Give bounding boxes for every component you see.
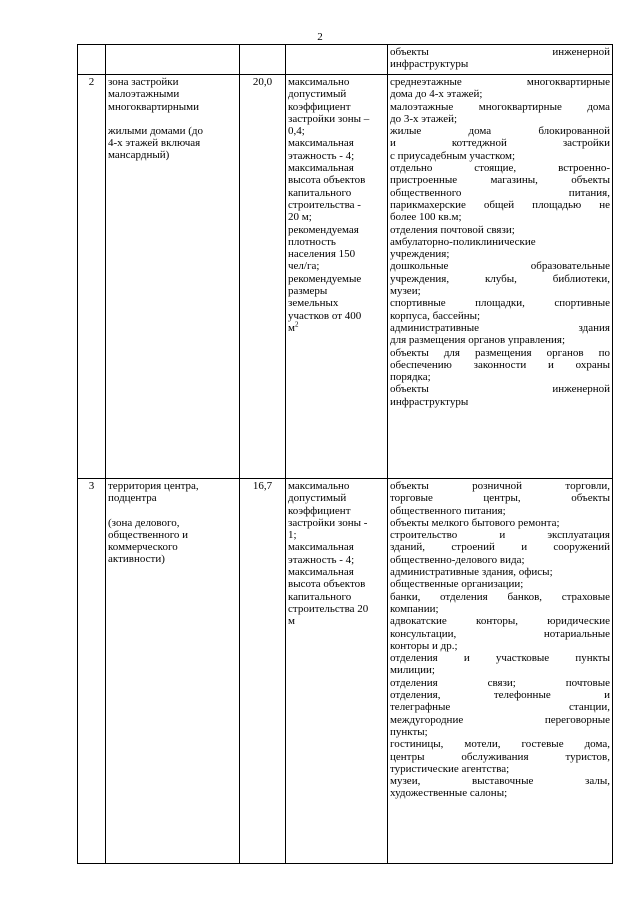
cell-line: застройки зоны – — [288, 112, 370, 125]
cell-area — [240, 45, 286, 75]
uses-line: объекты мелкого бытового ремонта; — [390, 516, 560, 529]
uses-line: общественного питания; — [390, 504, 506, 517]
cell-line: капитального — [288, 186, 352, 199]
cell-line: зона застройки — [108, 76, 179, 88]
uses-line: обеспечению законности и охраны — [390, 358, 610, 371]
cell-line: рекомендуемая — [288, 223, 359, 236]
uses-line: конторы и др.; — [390, 639, 458, 652]
cell-line: м — [288, 615, 295, 628]
cell-uses — [388, 45, 613, 75]
uses-line: жилые дома блокированной — [390, 125, 610, 138]
uses-line: туристические агентства; — [390, 762, 510, 775]
cell-line: земельных — [288, 297, 339, 310]
uses-line: междугородние переговорные — [390, 713, 610, 726]
cell-num — [78, 45, 106, 75]
uses-line: общественного питания, — [390, 186, 610, 199]
uses-line: административные здания — [390, 321, 610, 334]
zone-parameters — [286, 75, 388, 479]
uses-line: пункты; — [390, 725, 428, 738]
uses-line: дошкольные образовательные — [390, 260, 610, 273]
cell-line: общественного и — [108, 528, 189, 541]
uses-line: отделения почтовой связи; — [390, 223, 515, 236]
uses-line: объекты розничной торговли, — [390, 480, 610, 492]
uses-line: корпуса, бассейны; — [390, 309, 481, 322]
zone-parameters — [286, 479, 388, 864]
uses-line: торговые центры, объекты — [390, 492, 610, 505]
uses-line: с приусадебным участком; — [390, 149, 516, 162]
uses-line: амбулаторно-поликлинические — [390, 235, 536, 248]
cell-line: застройки зоны - — [288, 516, 368, 529]
uses-line: инфраструктуры — [390, 58, 469, 71]
cell-line: этажность - 4; — [288, 149, 355, 162]
zoning-table — [77, 44, 613, 864]
row-number: 3 — [78, 479, 106, 864]
uses-line: отделения, телефонные и — [390, 689, 610, 702]
table-row-continuation — [78, 45, 613, 75]
uses-line: для размещения органов управления; — [390, 334, 566, 347]
cell-line: населения 150 — [288, 248, 356, 261]
cell-line: высота объектов — [288, 578, 366, 591]
cell-line: высота объектов — [288, 174, 366, 187]
uses-line: отделения и участковые пункты — [390, 652, 610, 665]
uses-line: милиции; — [390, 664, 435, 677]
cell-line: допустимый — [288, 492, 347, 505]
cell-line: коэффициент — [288, 504, 351, 517]
cell-line: активности) — [108, 553, 165, 566]
uses-line: спортивные площадки, спортивные — [390, 297, 610, 310]
cell-line: плотность — [288, 235, 336, 248]
uses-line: малоэтажные многоквартирные дома — [390, 100, 610, 113]
uses-line: зданий, строений и сооружений — [390, 541, 610, 554]
uses-line: объекты инженерной — [390, 46, 610, 58]
uses-line: среднеэтажные многоквартирные — [390, 76, 610, 88]
uses-line: административные здания, офисы; — [390, 566, 553, 579]
cell-line: этажность - 4; — [288, 553, 355, 566]
cell-line: строительства - — [288, 198, 361, 211]
cell-zone-name — [106, 45, 240, 75]
cell-line: допустимый — [288, 88, 347, 101]
cell-line: максимальная — [288, 566, 354, 579]
cell-line: максимально — [288, 76, 350, 88]
cell-line — [108, 113, 237, 125]
uses-line: парикмахерские общей площадью не — [390, 198, 610, 211]
uses-line: отделения связи; почтовые — [390, 676, 610, 689]
zone-name — [106, 75, 240, 479]
cell-line: жилыми домами (до — [108, 124, 203, 137]
cell-line: мансардный) — [108, 149, 170, 162]
cell-line — [108, 505, 237, 517]
zone-area: 16,7 — [240, 479, 286, 864]
cell-line: максимально — [288, 480, 350, 492]
cell-line: коэффициент — [288, 100, 351, 113]
uses-line: телеграфные станции, — [390, 701, 610, 714]
cell-line: капитального — [288, 590, 352, 603]
permitted-uses — [388, 75, 613, 479]
uses-line: банки, отделения банков, страховые — [390, 590, 610, 603]
zone-area: 20,0 — [240, 75, 286, 479]
permitted-uses — [388, 479, 613, 864]
cell-line: многоквартирными — [108, 100, 200, 113]
cell-line: 20 м; — [288, 211, 312, 224]
cell-line: максимальная — [288, 137, 354, 150]
cell-line: (зона делового, — [108, 516, 180, 529]
cell-line: максимальная — [288, 541, 354, 554]
cell-line: 4-х этажей включая — [108, 137, 201, 150]
uses-line: более 100 кв.м; — [390, 211, 462, 224]
cell-line — [288, 322, 385, 334]
uses-line: пристроенные магазины, объекты — [390, 174, 610, 187]
cell-line: подцентра — [108, 492, 157, 505]
table-row — [78, 479, 613, 864]
uses-line: порядка; — [390, 371, 431, 384]
uses-line: и коттеджной застройки — [390, 137, 610, 150]
uses-line: отдельно стоящие, встроенно- — [390, 162, 610, 175]
cell-line: малоэтажными — [108, 88, 180, 101]
row-number: 2 — [78, 75, 106, 479]
cell-line: рекомендуемые — [288, 272, 362, 285]
unit-text: м — [288, 321, 295, 334]
uses-line: консультации, нотариальные — [390, 627, 610, 640]
cell-line: участков от 400 — [288, 309, 362, 322]
cell-params — [286, 45, 388, 75]
uses-line: общественно-делового вида; — [390, 553, 525, 566]
uses-line: до 3-х этажей; — [390, 112, 458, 125]
cell-line: чел/га; — [288, 260, 320, 273]
table-row — [78, 75, 613, 479]
uses-line: строительство и эксплуатация — [390, 529, 610, 542]
cell-line: 0,4; — [288, 125, 305, 138]
uses-line: гостиницы, мотели, гостевые дома, — [390, 738, 610, 751]
uses-line: объекты инженерной — [390, 383, 610, 396]
page-number: 2 — [317, 31, 323, 43]
uses-line: музеи; — [390, 285, 421, 298]
cell-line: максимальная — [288, 162, 354, 175]
uses-line: дома до 4-х этажей; — [390, 88, 483, 101]
uses-line: учреждения; — [390, 248, 450, 261]
uses-line: музеи, выставочные залы, — [390, 775, 610, 788]
cell-line: коммерческого — [108, 541, 178, 554]
uses-line: художественные салоны; — [390, 787, 508, 800]
cell-line: размеры — [288, 285, 328, 298]
uses-line: объекты для размещения органов по — [390, 346, 610, 359]
uses-line: учреждения, клубы, библиотеки, — [390, 272, 610, 285]
uses-line: адвокатские конторы, юридические — [390, 615, 610, 628]
uses-line: общественные организации; — [390, 578, 524, 591]
unit-superscript: 2 — [294, 320, 299, 329]
cell-line: 1; — [288, 529, 297, 542]
cell-line: строительства 20 — [288, 602, 369, 615]
uses-line: инфраструктуры — [390, 395, 469, 408]
uses-line: центры обслуживания туристов, — [390, 750, 610, 763]
cell-line: территория центра, — [108, 480, 199, 492]
zone-name — [106, 479, 240, 864]
uses-line: компании; — [390, 602, 439, 615]
